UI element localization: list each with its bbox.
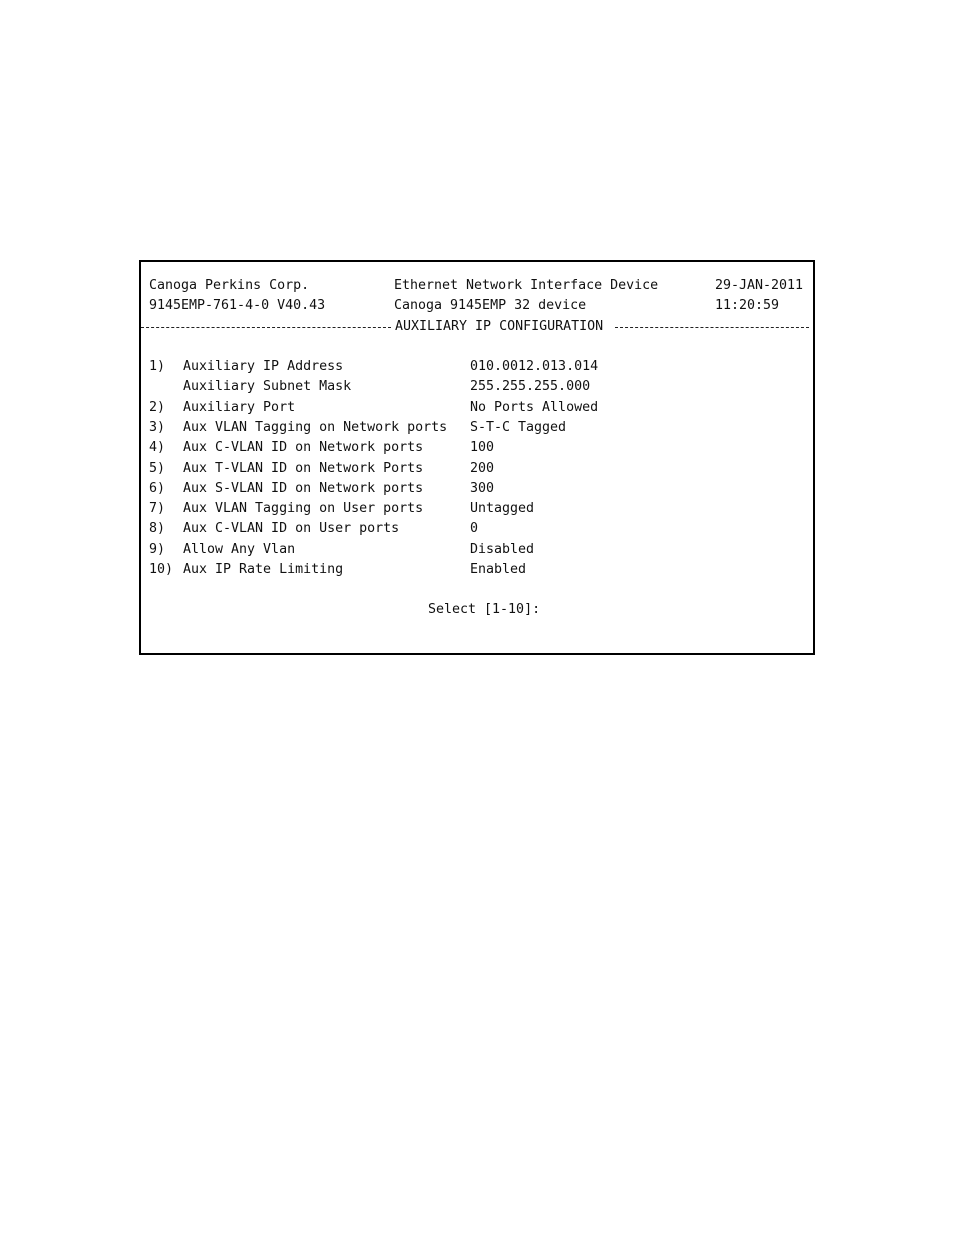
menu-item-number: 6) <box>149 480 166 496</box>
menu-item[interactable] <box>141 440 813 460</box>
menu-item-label: Aux IP Rate Limiting <box>183 562 344 577</box>
screen-title: AUXILIARY IP CONFIGURATION <box>395 319 604 334</box>
menu-item-label: Auxiliary Subnet Mask <box>183 379 352 395</box>
header-time: 11:20:59 <box>715 298 780 313</box>
menu-item[interactable] <box>141 400 813 420</box>
menu-item-value: 0 <box>470 521 479 537</box>
menu-item-label: Aux VLAN Tagging on User ports <box>183 501 424 517</box>
menu-item-label: Aux T-VLAN ID on Network Ports <box>183 460 424 476</box>
menu-item-number: 10) <box>149 562 174 577</box>
menu-item-label: Aux S-VLAN ID on Network ports <box>183 480 424 496</box>
menu-item-value: 300 <box>470 480 495 496</box>
company-name: Canoga Perkins Corp. <box>149 278 310 293</box>
firmware-version: 9145EMP-761-4-0 V40.43 <box>149 298 326 313</box>
menu-item[interactable] <box>141 481 813 501</box>
device-name: Canoga 9145EMP 32 device <box>394 298 587 313</box>
product-title: Ethernet Network Interface Device <box>394 278 659 293</box>
menu-item-value: 200 <box>470 460 495 476</box>
menu-item[interactable] <box>141 420 813 440</box>
menu-item[interactable] <box>141 542 813 562</box>
divider-left <box>141 327 391 328</box>
header-date: 29-JAN-2011 <box>715 278 804 293</box>
menu-item-number: 3) <box>149 419 166 435</box>
screen-title-divider <box>141 319 813 335</box>
menu-item-number: 9) <box>149 541 166 557</box>
menu-item-number: 8) <box>149 521 166 537</box>
menu-item-value: Enabled <box>470 562 527 577</box>
menu-item-label: Auxiliary Port <box>183 399 296 415</box>
menu-item[interactable] <box>141 521 813 541</box>
divider-right <box>615 327 809 328</box>
menu-item-label: Aux C-VLAN ID on Network ports <box>183 440 424 456</box>
menu-item-number: 1) <box>149 359 166 374</box>
menu-item[interactable] <box>141 562 813 582</box>
menu-item-value: 255.255.255.000 <box>470 379 591 395</box>
menu-item <box>141 379 813 399</box>
menu-item-number: 2) <box>149 399 166 415</box>
select-prompt[interactable]: Select [1-10]: <box>428 602 541 617</box>
menu-item-number: 5) <box>149 460 166 476</box>
menu-item-value: 010.0012.013.014 <box>470 359 599 374</box>
menu-item-value: No Ports Allowed <box>470 399 599 415</box>
menu-item-label: Allow Any Vlan <box>183 541 296 557</box>
menu-item-value: Untagged <box>470 501 535 517</box>
terminal-screen <box>139 260 815 655</box>
menu-item-value: Disabled <box>470 541 535 557</box>
menu-item[interactable] <box>141 359 813 379</box>
menu-item-value: S-T-C Tagged <box>470 419 567 435</box>
menu-item[interactable] <box>141 461 813 481</box>
menu-item-number: 7) <box>149 501 166 517</box>
menu-item-value: 100 <box>470 440 495 456</box>
menu-item-label: Aux C-VLAN ID on User ports <box>183 521 400 537</box>
menu-item-label: Aux VLAN Tagging on Network ports <box>183 419 448 435</box>
menu-item-number: 4) <box>149 440 166 456</box>
menu-item-label: Auxiliary IP Address <box>183 359 344 374</box>
menu-item[interactable] <box>141 501 813 521</box>
